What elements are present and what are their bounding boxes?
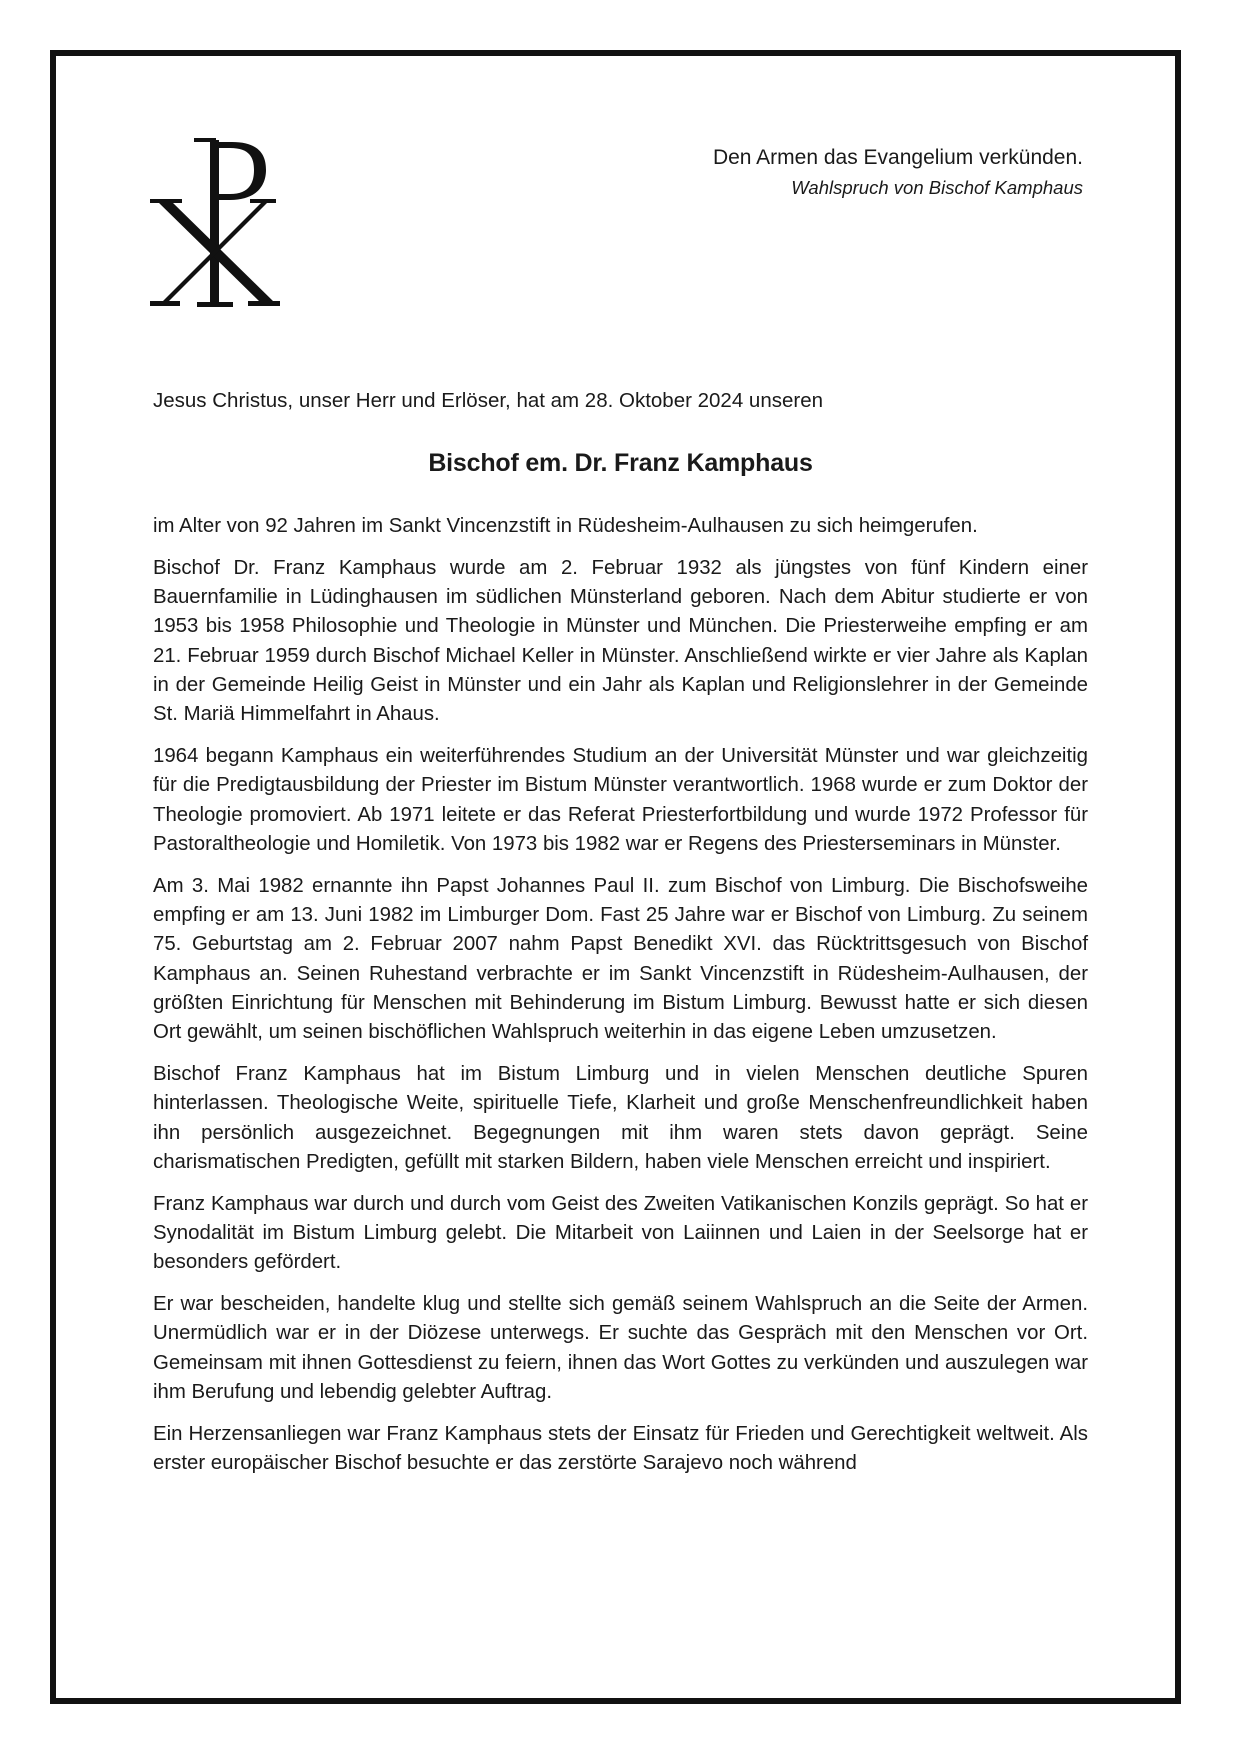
deceased-name: Bischof em. Dr. Franz Kamphaus: [428, 449, 813, 477]
paragraph: Bischof Franz Kamphaus hat im Bistum Limburg und in vielen Menschen deutliche Spuren hinterlassen. Theologische Weite, spirituelle Tiefe, Klarheit und große Menschenfreundlichkeit haben ihn persönlich ausgezeichnet. Begegnungen mit ihm waren stets davon geprägt. Seine charismatischen Predigten, gefüllt mit starken Bildern, haben viele Menschen erreicht und inspiriert.: [153, 1063, 1088, 1173]
paragraph: Er war bescheiden, handelte klug und stellte sich gemäß seinem Wahlspruch an die Seite der Armen. Unermüdlich war er in der Diözese unterwegs. Er suchte das Gespräch mit den Menschen vor Ort. Gemeinsam mit ihnen Gottesdienst zu feiern, ihnen das Wort Gottes zu verkünden und auszulegen war ihm Berufung und lebendig gelebter Auftrag.: [153, 1293, 1088, 1404]
chi-rho-icon: [150, 138, 280, 308]
obituary-body: [153, 512, 1088, 1491]
paragraph: Franz Kamphaus war durch und durch vom Geist des Zweiten Vatikanischen Konzils geprägt. So hat er Synodalität im Bistum Limburg gelebt. Die Mitarbeit von Laiinnen und Laien in der Seelsorge hat er besonders gefördert.: [153, 1192, 1088, 1274]
intro-text: Jesus Christus, unser Herr und Erlöser, hat am 28. Oktober 2024 unseren: [153, 389, 824, 412]
paragraph: im Alter von 92 Jahren im Sankt Vincenzstift in Rüdesheim-Aulhausen zu sich heimgerufen.: [153, 515, 978, 537]
paragraph: Ein Herzensanliegen war Franz Kamphaus stets der Einsatz für Frieden und Gerechtigkeit weltweit. Als erster europäischer Bischof besuchte er das zerstörte Sarajevo noch während: [153, 1422, 1088, 1475]
paragraph: 1964 begann Kamphaus ein weiterführendes Studium an der Universität Münster und war gleichzeitig für die Predigtausbildung der Priester im Bistum Münster verantwortlich. 1968 wurde er zum Doktor der Theologie promoviert. Ab 1971 leitete er das Referat Priesterfortbildung und wurde 1972 Professor für Pastoraltheologie und Homiletik. Von 1973 bis 1982 war er Regens des Priesterseminars in Münster.: [153, 745, 1088, 855]
motto-quote: Den Armen das Evangelium verkünden.: [712, 146, 1083, 169]
motto-source: Wahlspruch von Bischof Kamphaus: [791, 177, 1083, 198]
paragraph: Am 3. Mai 1982 ernannte ihn Papst Johannes Paul II. zum Bischof von Limburg. Die Bischofsweihe empfing er am 13. Juni 1982 im Limburger Dom. Fast 25 Jahre war er Bischof von Limburg. Zu seinem 75. Geburtstag am 2. Februar 2007 nahm Papst Benedikt XVI. das Rücktrittsgesuch von Bischof Kamphaus an. Seinen Ruhestand verbrachte er im Sankt Vincenzstift in Rüdesheim-Aulhausen, der größten Einrichtung für Menschen mit Behinderung im Bistum Limburg. Bewusst hatte er sich diesen Ort gewählt, um seinen bischöflichen Wahlspruch weiterhin in das eigene Leben umzusetzen.: [153, 874, 1088, 1044]
paragraph: Bischof Dr. Franz Kamphaus wurde am 2. Februar 1932 als jüngstes von fünf Kindern einer Bauernfamilie in Lüdinghausen im südlichen Münsterland geboren. Nach dem Abitur studierte er von 1953 bis 1958 Philosophie und Theologie in Münster und München. Die Priesterweihe empfing er am 21. Februar 1959 durch Bischof Michael Keller in Münster. Anschließend wirkte er vier Jahre als Kaplan in der Gemeinde Heilig Geist in Münster und ein Jahr als Kaplan und Religionslehrer in der Gemeinde St. Mariä Himmelfahrt in Ahaus.: [153, 556, 1088, 726]
motto: [713, 143, 1083, 203]
